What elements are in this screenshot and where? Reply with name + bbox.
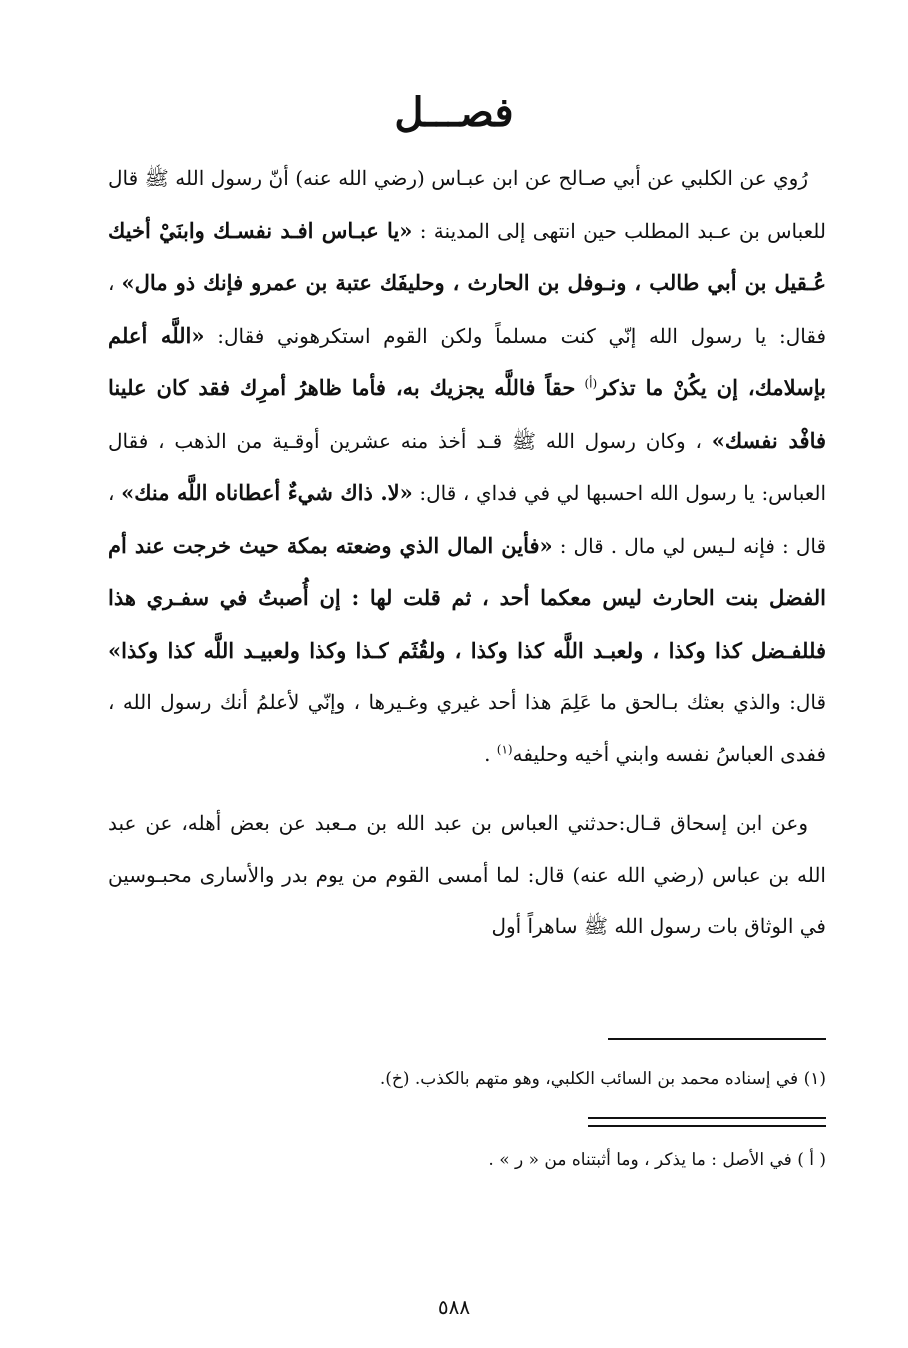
text-segment: رُوي عن الكلبي عن أبي صـالح عن ابن عبـاس (رضي الله عنه) أنّ رسول الله ﷺ قال للعباس بن عـبد المطلب حين انتهى إلى المدينة : bbox=[108, 166, 826, 243]
footnote-1: (١) في إسناده محمد بن السائب الكلبي، وهو متهم بالكذب. (خ). bbox=[379, 1069, 826, 1089]
paragraph-2: وعن ابن إسحاق قـال:حدثني العباس بن عبد الله بن مـعبد عن بعض أهله، عن عبد الله بن عباس (رضي الله عنه) قال: لما أمسى القوم من يوم بدر والأسارى محبـوسين في الوثاق بات رسول الله ﷺ ساهراً أول bbox=[108, 811, 826, 938]
footnote-separator-double bbox=[588, 1125, 826, 1127]
footnote-separator bbox=[608, 1038, 826, 1040]
main-text bbox=[108, 153, 826, 953]
section-heading: فصـــل bbox=[394, 89, 514, 136]
text-segment: قال: والذي بعثك بـالحق ما عَلِمَ هذا أحد غيري وغـيرها ، وإنّي لأعلمُ أنك رسول الله ، ففدى العباسُ نفسه وابني أخيه وحليفه bbox=[108, 690, 826, 766]
footnote-ref-1: (١) bbox=[496, 741, 513, 756]
footnote-separator-double bbox=[588, 1117, 826, 1119]
hadith-quote: حقاً فاللَّه يجزيك به، فأما ظاهرُ أمرِك فقد كان علينا فافْد نفسك» bbox=[108, 375, 827, 453]
text-segment: ، فقال: يا رسول الله إنّي كنت مسلماً ولكن القوم استكرهوني فقال: bbox=[108, 271, 826, 348]
paragraph-1 bbox=[108, 153, 826, 780]
text-segment: ، وكان رسول الله ﷺ قـد أخذ منه عشرين أوقـية من الذهب ، فقال العباس: يا رسول الله احسبها لي في فداي ، قال: bbox=[108, 428, 827, 505]
footnote-a: ( أ ) في الأصل : ما يذكر ، وما أثبتناه من « ر » . bbox=[488, 1150, 826, 1170]
hadith-quote: «يا عبـاس افـد نفسـك وابنَيْ أخيك عُـقيل بن أبي طالب ، ونـوفل بن الحارث ، وحليفَك عتبة بن عمرو فإنك ذو مال» bbox=[108, 217, 826, 295]
text-segment: . bbox=[484, 741, 491, 766]
page-number: ٥٨٨ bbox=[437, 1295, 471, 1319]
hadith-quote: «اللَّه أعلم بإسلامك، إن يكُنْ ما تذكر bbox=[108, 322, 827, 400]
hadith-quote: «لا. ذاك شيءٌ أعطاناه اللَّه منك» bbox=[121, 480, 413, 505]
footnote-ref-a: (أ) bbox=[584, 376, 598, 391]
text-segment: ، قال : فإنه لـيس لي مال . قال : bbox=[108, 481, 826, 558]
hadith-quote: «فأين المال الذي وضعته بمكة حيث خرجت عند أم الفضل بنت الحارث ليس معكما أحد ، ثم قلت لها : إن أُصبتُ في سفـري هذا فللفـضل كذا وكذا ، ولعبـد اللَّه كذا وكذا ، ولقُثَم كـذا وكذا ولعبيـد اللَّه كذا وكذا» bbox=[108, 532, 826, 663]
